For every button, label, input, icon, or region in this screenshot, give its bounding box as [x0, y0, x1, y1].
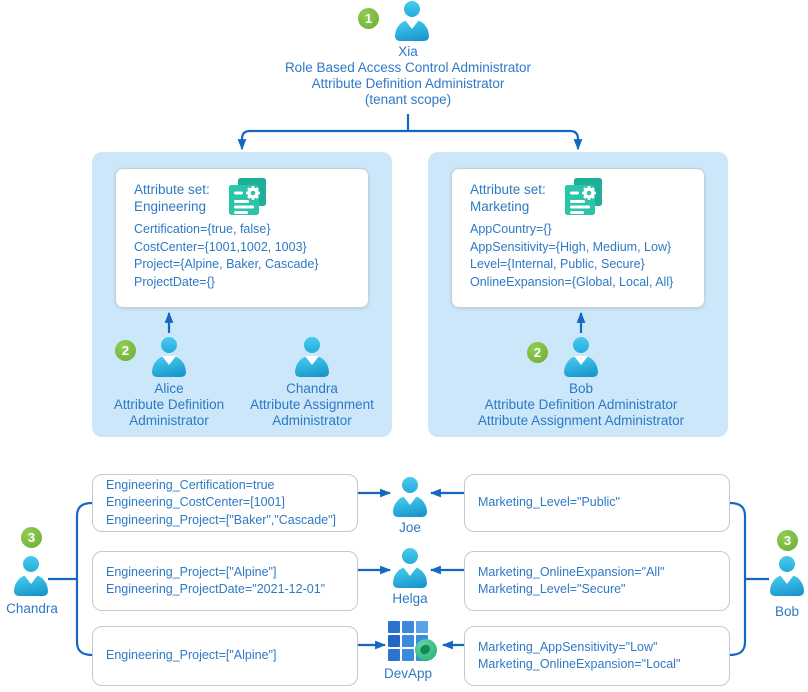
attribute-line: Level={Internal, Public, Secure}	[470, 257, 645, 271]
person-head	[404, 1, 420, 17]
attribute-set-name: Marketing	[470, 199, 530, 214]
alice-role-1: Attribute Definition	[113, 396, 225, 412]
devapp-label: DevApp	[383, 666, 433, 681]
app-tile	[402, 635, 414, 647]
assignment-box-helga-marketing	[464, 551, 730, 611]
chandra-bottom-label: Chandra	[6, 601, 58, 616]
assignment-line: Engineering_CostCenter=[1001]	[106, 495, 285, 510]
globe-icon	[415, 639, 437, 661]
step-badge-1: 1	[358, 8, 379, 29]
assignment-line: Engineering_ProjectDate="2021-12-01"	[106, 582, 326, 596]
bob-role-1: Attribute Definition Administrator	[484, 396, 678, 412]
attribute-line: Certification={true, false}	[134, 222, 271, 236]
app-tile	[388, 635, 400, 647]
user-icon-xia	[395, 1, 429, 41]
xia-role-2: Attribute Definition Administrator	[311, 76, 505, 91]
attribute-line: ProjectDate={}	[134, 274, 215, 289]
chandra-panel-caption	[242, 381, 382, 428]
user-icon-bob-panel	[564, 337, 598, 377]
app-tile	[402, 649, 414, 661]
user-icon-alice	[152, 337, 186, 377]
assignment-line: Marketing_Level="Public"	[478, 495, 620, 510]
person-body	[393, 496, 427, 517]
attribute-line: CostCenter={1001,1002, 1003}	[134, 239, 307, 254]
bob-bottom-label: Bob	[774, 604, 800, 619]
app-tile	[416, 621, 428, 633]
assignment-line: Marketing_OnlineExpansion="Local"	[478, 657, 681, 671]
attribute-line: AppCountry={}	[470, 222, 552, 236]
user-name-bob: Bob	[568, 381, 594, 396]
user-icon-bob-bottom	[770, 556, 804, 596]
user-icon-chandra-bottom	[14, 556, 48, 596]
user-icon-chandra-panel	[295, 337, 329, 377]
user-name-alice: Alice	[154, 381, 184, 396]
user-name-chandra: Chandra	[286, 381, 338, 396]
person-head	[573, 337, 589, 353]
chandra-role-2: Administrator	[272, 412, 352, 428]
person-body	[393, 567, 427, 588]
tenant-admin-caption	[108, 44, 708, 108]
assignment-box-devapp-engineering	[92, 626, 358, 686]
step-badge-2-marketing: 2	[527, 342, 548, 363]
assignment-box-joe-engineering	[92, 474, 358, 532]
step-badge-3-left: 3	[21, 527, 42, 548]
connector-split-left-arrow	[242, 131, 408, 149]
assignment-line: Engineering_Project=["Alpine"]	[106, 648, 277, 663]
person-head	[161, 337, 177, 353]
attribute-set-name: Engineering	[134, 199, 207, 214]
assignment-line: Engineering_Project=["Baker","Cascade"]	[106, 512, 337, 527]
person-body	[295, 356, 329, 377]
app-tile	[402, 621, 414, 633]
attribute-line: OnlineExpansion={Global, Local, All}	[470, 274, 674, 289]
assignment-line: Marketing_OnlineExpansion="All"	[478, 564, 665, 579]
assignment-box-devapp-marketing	[464, 626, 730, 686]
user-icon-helga	[393, 548, 427, 588]
assignment-line: Marketing_AppSensitivity="Low"	[478, 639, 658, 654]
person-head	[779, 556, 795, 572]
attribute-line: Project={Alpine, Baker, Cascade}	[134, 257, 319, 271]
attribute-line: AppSensitivity={High, Medium, Low}	[470, 239, 672, 254]
user-name-xia: Xia	[398, 44, 418, 59]
person-body	[564, 356, 598, 377]
person-head	[304, 337, 320, 353]
chandra-role-1: Attribute Assignment	[250, 396, 374, 412]
person-body	[14, 575, 48, 596]
assignment-line: Engineering_Project=["Alpine"]	[106, 564, 277, 579]
app-tile	[388, 621, 400, 633]
app-tile	[388, 649, 400, 661]
assignment-line: Marketing_Level="Secure"	[478, 582, 626, 596]
step-badge-2-engineering: 2	[115, 340, 136, 361]
bob-panel-caption	[451, 381, 711, 428]
person-head	[402, 477, 418, 493]
attribute-set-label: Attribute set:	[134, 182, 210, 197]
joe-label: Joe	[399, 520, 421, 535]
person-body	[770, 575, 804, 596]
assignment-line: Engineering_Certification=true	[106, 477, 275, 492]
xia-scope: (tenant scope)	[364, 92, 452, 107]
connector-split-right-arrow	[408, 131, 578, 149]
bob-role-2: Attribute Assignment Administrator	[477, 412, 685, 428]
bracket-chandra	[77, 503, 92, 655]
person-body	[395, 20, 429, 41]
assignment-box-joe-marketing	[464, 474, 730, 532]
person-head	[23, 556, 39, 572]
helga-label: Helga	[392, 591, 428, 606]
user-icon-joe	[393, 477, 427, 517]
attribute-set-label: Attribute set:	[470, 182, 546, 197]
assignment-box-helga-engineering	[92, 551, 358, 611]
bracket-bob	[730, 503, 745, 655]
person-body	[152, 356, 186, 377]
person-head	[402, 548, 418, 564]
alice-role-2: Administrator	[129, 412, 209, 428]
xia-role-1: Role Based Access Control Administrator	[284, 60, 532, 75]
alice-caption	[99, 381, 239, 428]
step-badge-3-right: 3	[777, 530, 798, 551]
